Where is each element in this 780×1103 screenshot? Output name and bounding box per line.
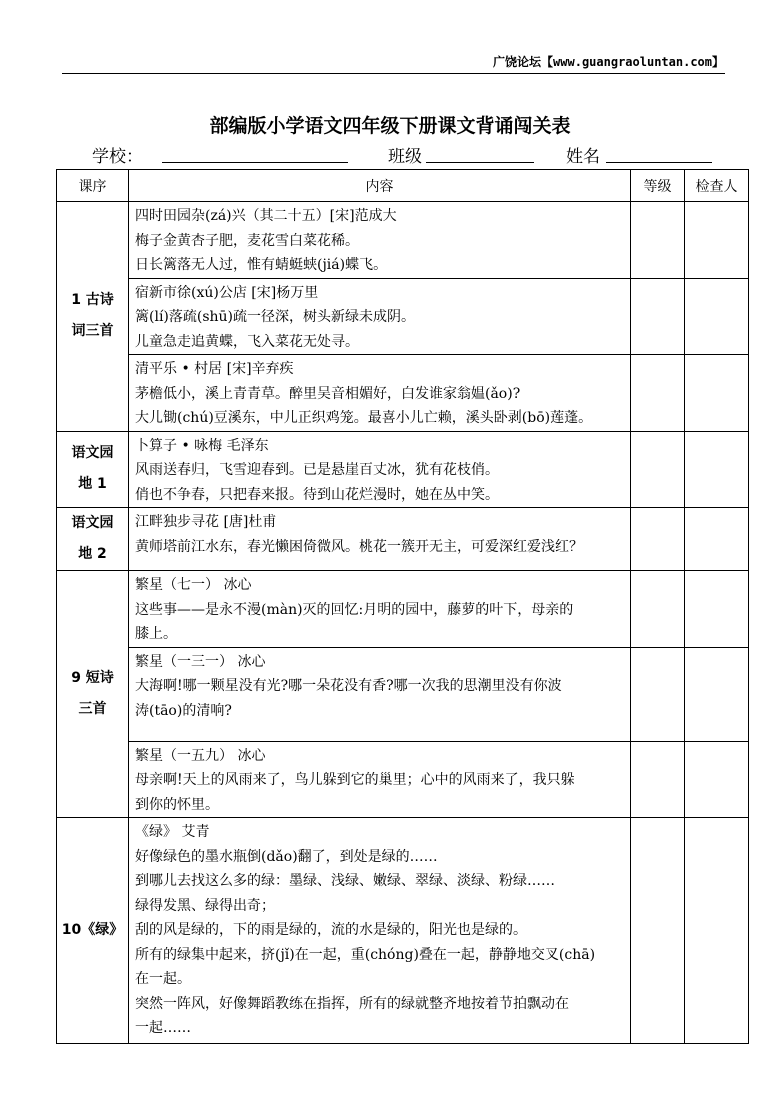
class-field[interactable] [426,142,534,163]
content-line: 梅子金黄杏子肥，麦花雪白菜花稀。 [135,232,359,249]
school-label: 学校： [92,147,143,167]
content-line: 大儿锄(chú)豆溪东，中儿正织鸡笼。最喜小儿亡赖，溪头卧剥(bō)莲蓬。 [135,410,593,426]
content-cell [129,202,631,279]
grade-cell[interactable] [631,571,685,648]
class-label: 班级 [388,147,422,167]
content-line: 儿童急走追黄蝶，飞入菜花无处寻。 [135,333,359,350]
checker-cell[interactable] [685,202,749,279]
content-line: 清平乐 • 村居 [宋]辛弃疾 [135,361,294,377]
recitation-table [56,169,749,1044]
page-title: 部编版小学语文四年级下册课文背诵闯关表 [209,115,571,137]
content-line: 一起…… [135,1020,191,1036]
content-line: 膝上。 [135,626,177,642]
content-line: 刮的风是绿的，下的雨是绿的，流的水是绿的，阳光也是绿的。 [135,922,527,938]
content-line: 黄师塔前江水东，春光懒困倚微风。桃花一簇开无主，可爱深红爱浅红？ [135,538,583,555]
lesson-label [57,508,129,571]
content-line: 到哪儿去找这么多的绿：墨绿、浅绿、嫩绿、翠绿、淡绿、粉绿…… [135,873,555,889]
table-row [57,647,749,741]
grade-cell[interactable] [631,355,685,432]
checker-cell[interactable] [685,278,749,355]
content-line: 卜算子 • 咏梅 毛泽东 [135,437,269,454]
content-cell [129,278,631,355]
content-cell [129,431,631,508]
content-line: 好像绿色的墨水瓶倒(dǎo)翻了，到处是绿的…… [135,848,438,865]
table-row [57,202,749,279]
school-field[interactable] [162,142,348,163]
content-line: 突然一阵风，好像舞蹈教练在指挥，所有的绿就整齐地按着节拍飘动在 [135,995,569,1012]
content-line: 宿新市徐(xú)公店 [宋]杨万里 [135,284,319,301]
checker-cell[interactable] [685,508,749,571]
lesson-label-line: 1 古诗 [71,292,114,309]
lesson-label-line: 10《绿》 [61,922,124,938]
checker-cell[interactable] [685,818,749,1044]
content-line: 繁星（一三一） 冰心 [135,653,266,670]
table-row [57,355,749,432]
content-line: 繁星（七一） 冰心 [135,577,252,593]
table-row [57,508,749,571]
content-line: 涛(tāo)的清响? [135,702,232,719]
header-content: 内容 [129,170,631,202]
lesson-label [57,431,129,508]
table-body [57,202,749,1044]
content-line: 到你的怀里。 [135,796,219,813]
content-line: 日长篱落无人过，惟有蜻蜓蛱(jiá)蝶飞。 [135,257,388,273]
name-field[interactable] [606,142,712,163]
header-lesson: 课序 [57,170,129,202]
header-divider [62,73,725,74]
grade-cell[interactable] [631,647,685,741]
content-cell [129,355,631,432]
content-cell [129,508,631,571]
lesson-label-line: 9 短诗 [71,670,114,686]
content-line: 在一起。 [135,971,191,987]
content-line: 俏也不争春，只把春来报。待到山花烂漫时，她在丛中笑。 [135,486,499,503]
lesson-label [57,202,129,432]
table-row [57,571,749,648]
content-line: 大海啊!哪一颗星没有光?哪一朵花没有香?哪一次我的思潮里没有你波 [135,678,562,694]
content-cell [129,741,631,818]
table-row [57,278,749,355]
content-line: 茅檐低小，溪上青青草。醉里吴音相媚好，白发谁家翁媪(ǎo)? [135,385,521,402]
content-line: 江畔独步寻花 [唐]杜甫 [135,514,277,530]
grade-cell[interactable] [631,278,685,355]
checker-cell[interactable] [685,647,749,741]
content-line: 四时田园杂(zá)兴（其二十五）[宋]范成大 [135,208,397,224]
name-label: 姓名 [566,147,600,167]
checker-cell[interactable] [685,571,749,648]
grade-cell[interactable] [631,508,685,571]
grade-cell[interactable] [631,818,685,1044]
content-line: 这些事——是永不漫(màn)灭的回忆:月明的园中，藤萝的叶下，母亲的 [135,601,574,618]
content-line: 母亲啊!天上的风雨来了，鸟儿躲到它的巢里；心中的风雨来了，我只躲 [135,772,575,788]
lesson-label [57,818,129,1044]
content-line: 绿得发黑、绿得出奇； [135,897,275,914]
table-header-row [57,170,749,202]
table-row [57,431,749,508]
grade-cell[interactable] [631,431,685,508]
lesson-label-line: 词三首 [71,323,114,340]
grade-cell[interactable] [631,741,685,818]
content-line: 繁星（一五九） 冰心 [135,747,266,764]
content-line: 《绿》 艾青 [135,824,210,840]
table-row [57,741,749,818]
checker-cell[interactable] [685,431,749,508]
checker-cell[interactable] [685,355,749,432]
site-header: 广饶论坛【www.guangraoluntan.com】 [493,55,724,69]
content-line: 所有的绿集中起来，挤(jǐ)在一起，重(chóng)叠在一起，静静地交叉(chā) [135,946,596,963]
content-line: 篱(lí)落疏(shū)疏一径深，树头新绿未成阴。 [135,309,416,325]
content-line: 风雨送春归，飞雪迎春到。已是悬崖百丈冰，犹有花枝俏。 [135,462,499,478]
checker-cell[interactable] [685,741,749,818]
header-grade: 等级 [631,170,685,202]
content-cell [129,647,631,741]
lesson-label-line: 三首 [78,701,107,717]
lesson-label-line: 语文园 [71,445,114,462]
lesson-label-line: 语文园 [71,515,114,531]
table-row [57,818,749,1044]
content-cell [129,818,631,1044]
header-checker: 检查人 [685,170,749,202]
lesson-label [57,571,129,818]
content-cell [129,571,631,648]
lesson-label-line: 地 1 [78,476,107,493]
grade-cell[interactable] [631,202,685,279]
lesson-label-line: 地 2 [78,546,107,562]
